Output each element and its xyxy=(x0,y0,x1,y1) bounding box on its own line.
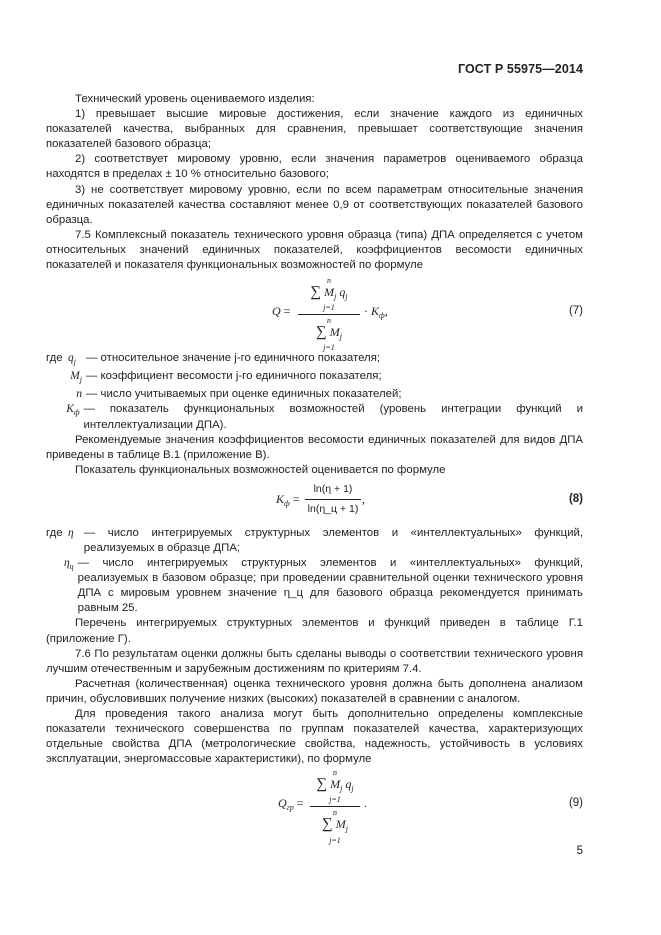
formula-7 xyxy=(46,276,583,353)
document-body xyxy=(46,92,583,845)
paragraph: 1) превышает высшие мировые достижения, если значение каждого из единичных показателей качества, выбранных для сравнения, превышает соответствующие значения показателей базового образца; xyxy=(46,108,583,151)
standard-header: ГОСТ Р 55975—2014 xyxy=(457,62,583,76)
where-item: где $q_j$ — относительное значение j-го единичного показателя; xyxy=(46,352,381,367)
paragraph: 3) не соответствует мировому уровню, если по всем параметрам относительные значения единичных показателей качества составляют менее 0,9 от соответствующих показателей базового образца. xyxy=(46,183,583,226)
numerator-expression: $M_j$ $q_j$ xyxy=(321,285,348,302)
page-number: 5 xyxy=(576,845,583,857)
equation-number: (7) xyxy=(568,305,583,318)
formula-8: $K_ф$ = ln(η + 1) ln(η_ц + 1) , (8) xyxy=(46,482,583,524)
formula-multiplier: · $K_ф$, xyxy=(364,304,388,321)
paragraph: Технический уровень оцениваемого изделия: xyxy=(75,93,315,105)
where-item: $K_ф$ — показатель функциональных возможностей (уровень интеграции функций и интеллектуализации ДПА). xyxy=(66,403,583,431)
formula-lhs: $Q_{гр}$ = xyxy=(278,796,304,813)
paragraph: Перечень интегрируемых структурных элементов и функций приведен в таблице Г.1 (приложение Г). xyxy=(46,617,583,645)
where-item: $M_j$ — коэффициент весомости j-го единичного показателя; xyxy=(70,370,382,385)
where-list-1 xyxy=(46,351,583,432)
formula-fraction: n ∑ $M_j$ $q_j$ j=1 n ∑ $M_j$ j=1 xyxy=(310,769,360,844)
formula-lhs: Q = xyxy=(272,304,291,319)
equation-number: (8) xyxy=(568,492,583,505)
formula-fraction: n ∑ $M_j$ $q_j$ j=1 n ∑ $M_j$ j=1 xyxy=(298,277,360,352)
paragraph: Для проведения такого анализа могут быть дополнительно определены комплексные показатели технического совершенства по группам показателей качества, характеризующих отдельные свойства ДПА (метрологические свойства, надежность, устойчивость в условиях эксплуатации, энергомассовые характеристики), по формуле xyxy=(46,708,583,766)
where-list-2 xyxy=(46,526,583,617)
paragraph: Расчетная (количественная) оценка технического уровня должна быть дополнена анализом причин, обусловивших получение низких (высоких) показателей в сравнении с аналогом. xyxy=(46,677,583,705)
paragraph: Показатель функциональных возможностей оценивается по формуле xyxy=(75,463,446,476)
where-item: n — число учитываемых при оценке единичных показателей; xyxy=(76,388,402,401)
paragraph: 7.6 По результатам оценки должны быть сделаны выводы о соответствии технического уровня лучшим отечественным и зарубежным достижениям по критериям 7.4. xyxy=(46,647,583,675)
paragraph: 2) соответствует мировому уровню, если значения параметров оцениваемого образца находятся в пределах ± 10 % относительно базового; xyxy=(46,153,583,181)
paragraph: 7.5 Комплексный показатель технического уровня образца (типа) ДПА определяется с учетом относительных значений единичных показателей, коэффициентов весомости единичных показателей и показателя функциональных возможностей по формуле xyxy=(46,228,583,272)
formula-fraction: ln(η + 1) ln(η_ц + 1) xyxy=(305,482,361,517)
where-item: где η — число интегрируемых структурных элементов и «интеллектуальных» функций, реализуемых в образце ДПА; xyxy=(46,526,583,554)
paragraph: Рекомендуемые значения коэффициентов весомости единичных показателей для видов ДПА приведены в таблице В.1 (приложение В). xyxy=(46,433,583,461)
formula-9: $Q_{гр}$ = n ∑ $M_j$ $q_j$ j=1 n ∑ $M_j$ j=1 . (9) xyxy=(278,768,583,845)
formula-lhs: $K_ф$ = xyxy=(276,491,300,508)
equation-number: (9) xyxy=(568,797,583,810)
where-item: $\eta_ц$ — число интегрируемых структурных элементов и «интеллектуальных» функций, реализуемых в базовом образце; при проведении сравнительной оценки технического уровня ДПА с мировым уровнем значение η_ц для базового образца рекомендуется принимать равным 25. xyxy=(64,557,583,615)
